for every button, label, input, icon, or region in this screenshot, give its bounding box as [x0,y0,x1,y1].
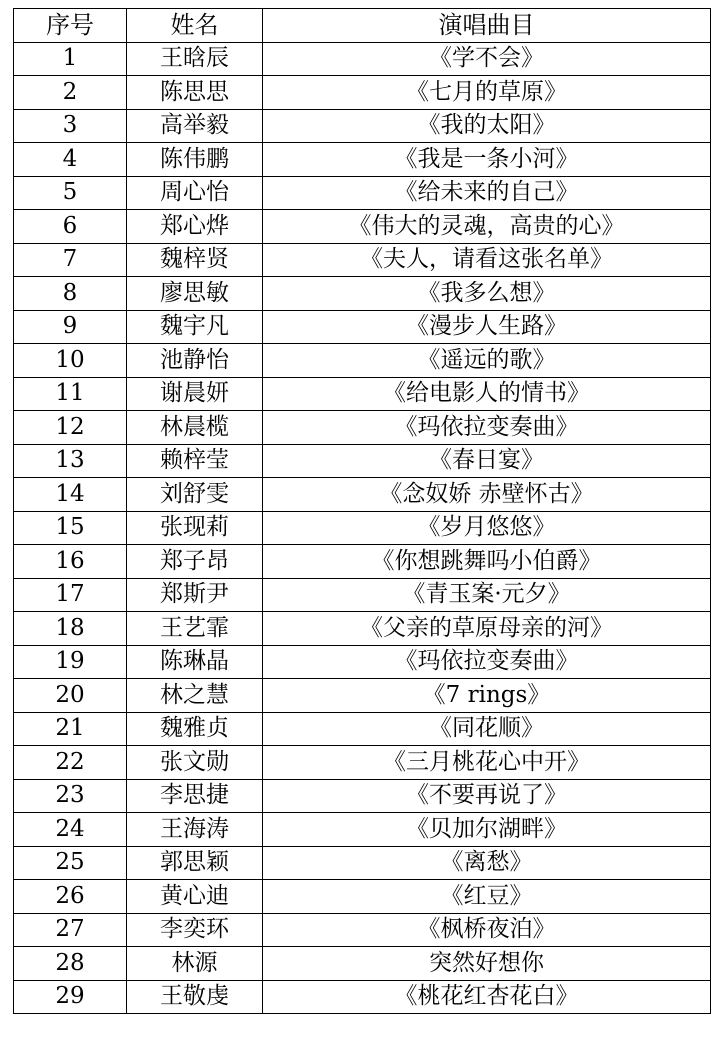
cell-name: 王海涛 [127,813,263,847]
cell-song: 《你想跳舞吗小伯爵》 [263,545,711,579]
cell-name: 郑斯尹 [127,578,263,612]
table-row [14,411,711,445]
cell-number: 9 [14,310,127,344]
cell-name: 刘舒雯 [127,478,263,512]
table-row [14,913,711,947]
cell-number: 20 [14,679,127,713]
cell-number: 5 [14,176,127,210]
table-row [14,947,711,981]
table-row [14,612,711,646]
cell-song: 《我多么想》 [263,277,711,311]
table-row [14,880,711,914]
cell-number: 8 [14,277,127,311]
cell-number: 23 [14,779,127,813]
table-row [14,210,711,244]
cell-name: 魏雅贞 [127,712,263,746]
table-row [14,277,711,311]
cell-number: 11 [14,377,127,411]
cell-number: 14 [14,478,127,512]
cell-number: 16 [14,545,127,579]
cell-name: 郭思颖 [127,846,263,880]
cell-number: 24 [14,813,127,847]
cell-song: 《岁月悠悠》 [263,511,711,545]
cell-song: 《给电影人的情书》 [263,377,711,411]
cell-name: 李思捷 [127,779,263,813]
performer-song-table [13,8,711,1014]
cell-song: 《玛依拉变奏曲》 [263,645,711,679]
cell-name: 郑子昂 [127,545,263,579]
cell-name: 谢晨妍 [127,377,263,411]
cell-name: 王艺霏 [127,612,263,646]
cell-song: 《漫步人生路》 [263,310,711,344]
cell-song: 《学不会》 [263,42,711,76]
header-name: 姓名 [127,9,263,43]
cell-song: 《给未来的自己》 [263,176,711,210]
table-row [14,444,711,478]
cell-number: 29 [14,980,127,1014]
table-row [14,779,711,813]
cell-song: 《枫桥夜泊》 [263,913,711,947]
cell-song: 《贝加尔湖畔》 [263,813,711,847]
cell-number: 22 [14,746,127,780]
cell-song: 《遥远的歌》 [263,344,711,378]
header-number: 序号 [14,9,127,43]
cell-song: 《7 rings》 [263,679,711,713]
cell-number: 27 [14,913,127,947]
cell-name: 池静怡 [127,344,263,378]
cell-song: 《三月桃花心中开》 [263,746,711,780]
cell-number: 2 [14,76,127,110]
cell-number: 17 [14,578,127,612]
table-row [14,511,711,545]
cell-number: 28 [14,947,127,981]
table-row [14,42,711,76]
cell-song: 《红豆》 [263,880,711,914]
table-row [14,746,711,780]
cell-name: 王敬虔 [127,980,263,1014]
table-row [14,310,711,344]
cell-song: 《七月的草原》 [263,76,711,110]
table-row [14,243,711,277]
cell-song: 《玛依拉变奏曲》 [263,411,711,445]
cell-name: 魏宇凡 [127,310,263,344]
cell-song: 《伟大的灵魂，高贵的心》 [263,210,711,244]
cell-song: 《同花顺》 [263,712,711,746]
cell-name: 赖梓莹 [127,444,263,478]
cell-name: 魏梓贤 [127,243,263,277]
cell-number: 19 [14,645,127,679]
cell-name: 林晨榄 [127,411,263,445]
cell-name: 林源 [127,947,263,981]
cell-name: 张文勋 [127,746,263,780]
header-row [14,9,711,43]
header-song: 演唱曲目 [263,9,711,43]
table-row [14,176,711,210]
cell-name: 高举毅 [127,109,263,143]
table-row [14,143,711,177]
cell-song: 《春日宴》 [263,444,711,478]
cell-song: 《我是一条小河》 [263,143,711,177]
table-row [14,846,711,880]
cell-song: 突然好想你 [263,947,711,981]
cell-name: 黄心迪 [127,880,263,914]
cell-number: 25 [14,846,127,880]
cell-name: 王晗辰 [127,42,263,76]
cell-number: 6 [14,210,127,244]
cell-name: 张现莉 [127,511,263,545]
cell-song: 《离愁》 [263,846,711,880]
table-row [14,712,711,746]
cell-number: 7 [14,243,127,277]
cell-name: 郑心烨 [127,210,263,244]
cell-number: 21 [14,712,127,746]
cell-number: 15 [14,511,127,545]
table-row [14,545,711,579]
table-row [14,645,711,679]
table-body [14,42,711,1014]
cell-name: 陈思思 [127,76,263,110]
table-row [14,109,711,143]
cell-name: 林之慧 [127,679,263,713]
table-row [14,377,711,411]
cell-song: 《我的太阳》 [263,109,711,143]
cell-number: 13 [14,444,127,478]
cell-number: 12 [14,411,127,445]
table-row [14,679,711,713]
cell-song: 《不要再说了》 [263,779,711,813]
table-row [14,813,711,847]
table-row [14,344,711,378]
cell-song: 《念奴娇 赤壁怀古》 [263,478,711,512]
cell-name: 廖思敏 [127,277,263,311]
cell-number: 26 [14,880,127,914]
cell-song: 《桃花红杏花白》 [263,980,711,1014]
cell-number: 1 [14,42,127,76]
cell-number: 4 [14,143,127,177]
cell-song: 《夫人，请看这张名单》 [263,243,711,277]
cell-name: 李奕环 [127,913,263,947]
cell-song: 《父亲的草原母亲的河》 [263,612,711,646]
table-row [14,578,711,612]
cell-name: 周心怡 [127,176,263,210]
cell-name: 陈琳晶 [127,645,263,679]
cell-song: 《青玉案·元夕》 [263,578,711,612]
table-row [14,76,711,110]
cell-name: 陈伟鹏 [127,143,263,177]
table-row [14,980,711,1014]
cell-number: 3 [14,109,127,143]
table-row [14,478,711,512]
cell-number: 18 [14,612,127,646]
cell-number: 10 [14,344,127,378]
